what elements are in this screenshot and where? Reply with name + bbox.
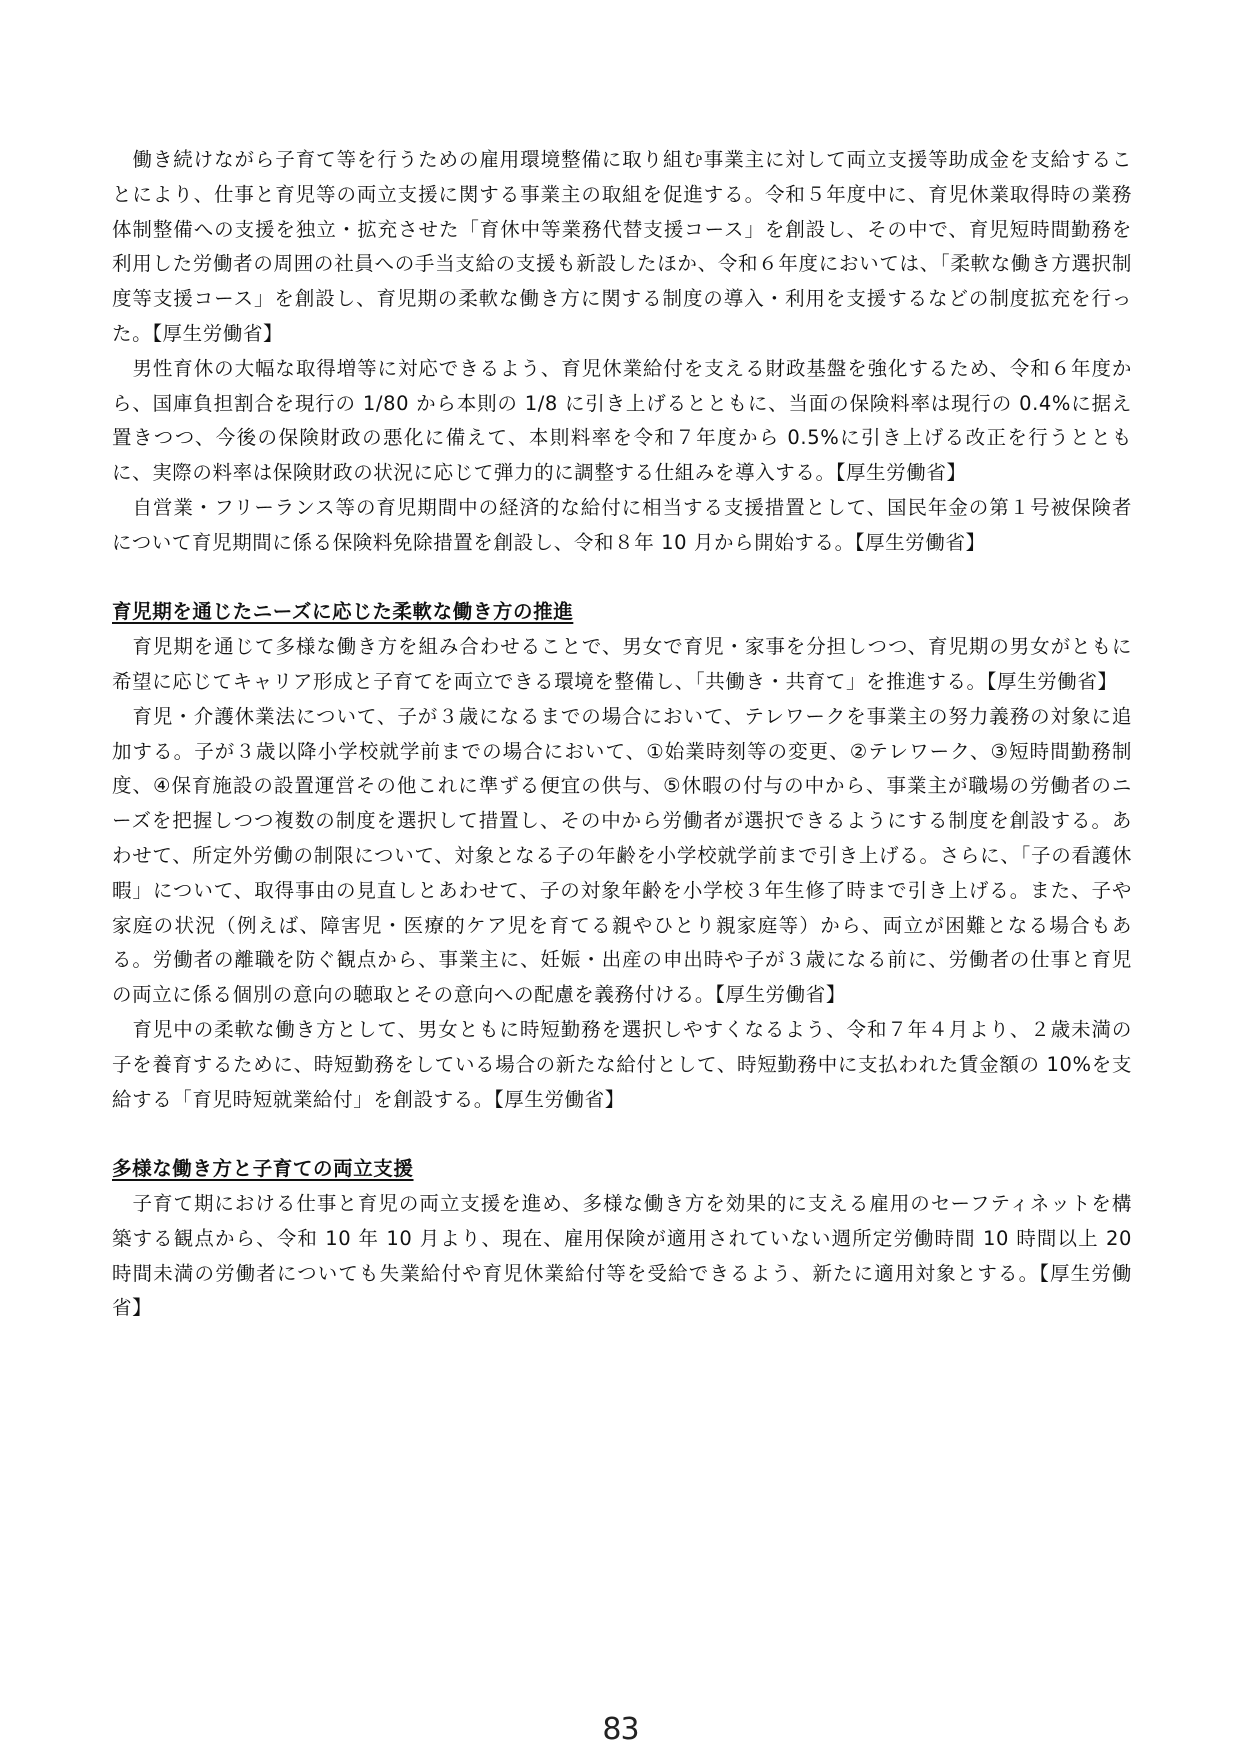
paragraph-self-employed-exemption: 自営業・フリーランス等の育児期間中の経済的な給付に相当する支援措置として、国民年金の第１号被保険者について育児期間に係る保険料免除措置を創設し、令和８年 10 月から開始する。【厚生労働省】 [112, 495, 1132, 554]
section-heading-flexible-work: 育児期を通じたニーズに応じた柔軟な働き方の推進 [112, 600, 574, 624]
paragraph-employment-insurance: 子育て期における仕事と育児の両立支援を進め、多様な働き方を効果的に支える雇用のセーフティネットを構築する観点から、令和 10 年 10 月より、現在、雇用保険が適用されていない週所定労働時間 10 時間以上 20 時間未満の労働者についても失業給付や育児休業給付等を受給できるよう、新たに適用対象とする。【厚生労働省】 [112, 1191, 1132, 1320]
paragraph-dual-earner: 育児期を通じて多様な働き方を組み合わせることで、男女で育児・家事を分担しつつ、育児期の男女がともに希望に応じてキャリア形成と子育てを両立できる環境を整備し、「共働き・共育て」を推進する。【厚生労働省】 [112, 635, 1132, 693]
section-heading-diverse-work: 多様な働き方と子育ての両立支援 [112, 1157, 414, 1181]
document-body [112, 143, 1132, 1326]
page-number: 83 [602, 1712, 639, 1747]
paragraph-childcare-subsidy: 働き続けながら子育て等を行うための雇用環境整備に取り組む事業主に対して両立支援等助成金を支給することにより、仕事と育児等の両立支援に関する事業主の取組を促進する。令和５年度中に、育児休業取得時の業務体制整備への支援を独立・拡充させた「育休中等業務代替支援コース」を創設し、その中で、育児短時間勤務を利用した労働者の周囲の社員への手当支給の支援も新設したほか、令和６年度においては、「柔軟な働き方選択制度等支援コース」を創設し、育児期の柔軟な働き方に関する制度の導入・利用を支援するなどの制度拡充を行った。【厚生労働省】 [112, 148, 1132, 345]
paragraph-childcare-leave-law: 育児・介護休業法について、子が３歳になるまでの場合において、テレワークを事業主の努力義務の対象に追加する。子が３歳以降小学校就学前までの場合において、①始業時刻等の変更、②テレワーク、③短時間勤務制度、④保育施設の設置運営その他これに準ずる便宜の供与、⑤休暇の付与の中から、事業主が職場の労働者のニーズを把握しつつ複数の制度を選択して措置し、その中から労働者が選択できるようにする制度を創設する。あわせて、所定外労働の制限について、対象となる子の年齢を小学校就学前まで引き上げる。さらに、「子の看護休暇」について、取得事由の見直しとあわせて、子の対象年齢を小学校３年生修了時まで引き上げる。また、子や家庭の状況（例えば、障害児・医療的ケア児を育てる親やひとり親家庭等）から、両立が困難となる場合もある。労働者の離職を防ぐ観点から、事業主に、妊娠・出産の申出時や子が３歳になる前に、労働者の仕事と育児の両立に係る個別の意向の聴取とその意向への配慮を義務付ける。【厚生労働省】 [112, 704, 1132, 1007]
paragraph-short-time-benefit: 育児中の柔軟な働き方として、男女ともに時短勤務を選択しやすくなるよう、令和７年４月より、２歳未満の子を養育するために、時短勤務をしている場合の新たな給付として、時短勤務中に支払われた賃金額の 10%を支給する「育児時短就業給付」を創設する。【厚生労働省】 [112, 1017, 1132, 1111]
section-spacer [112, 1117, 1132, 1152]
section-spacer [112, 561, 1132, 596]
paragraph-parental-leave-finance: 男性育休の大幅な取得増等に対応できるよう、育児休業給付を支える財政基盤を強化するため、令和６年度から、国庫負担割合を現行の 1/80 から本則の 1/8 に引き上げるとともに、当面の保険料率は現行の 0.4%に据え置きつつ、今後の保険財政の悪化に備えて、本則料率を令和７年度から 0.5%に引き上げる改正を行うとともに、実際の料率は保険財政の状況に応じて弾力的に調整する仕組みを導入する。【厚生労働省】 [112, 356, 1132, 485]
